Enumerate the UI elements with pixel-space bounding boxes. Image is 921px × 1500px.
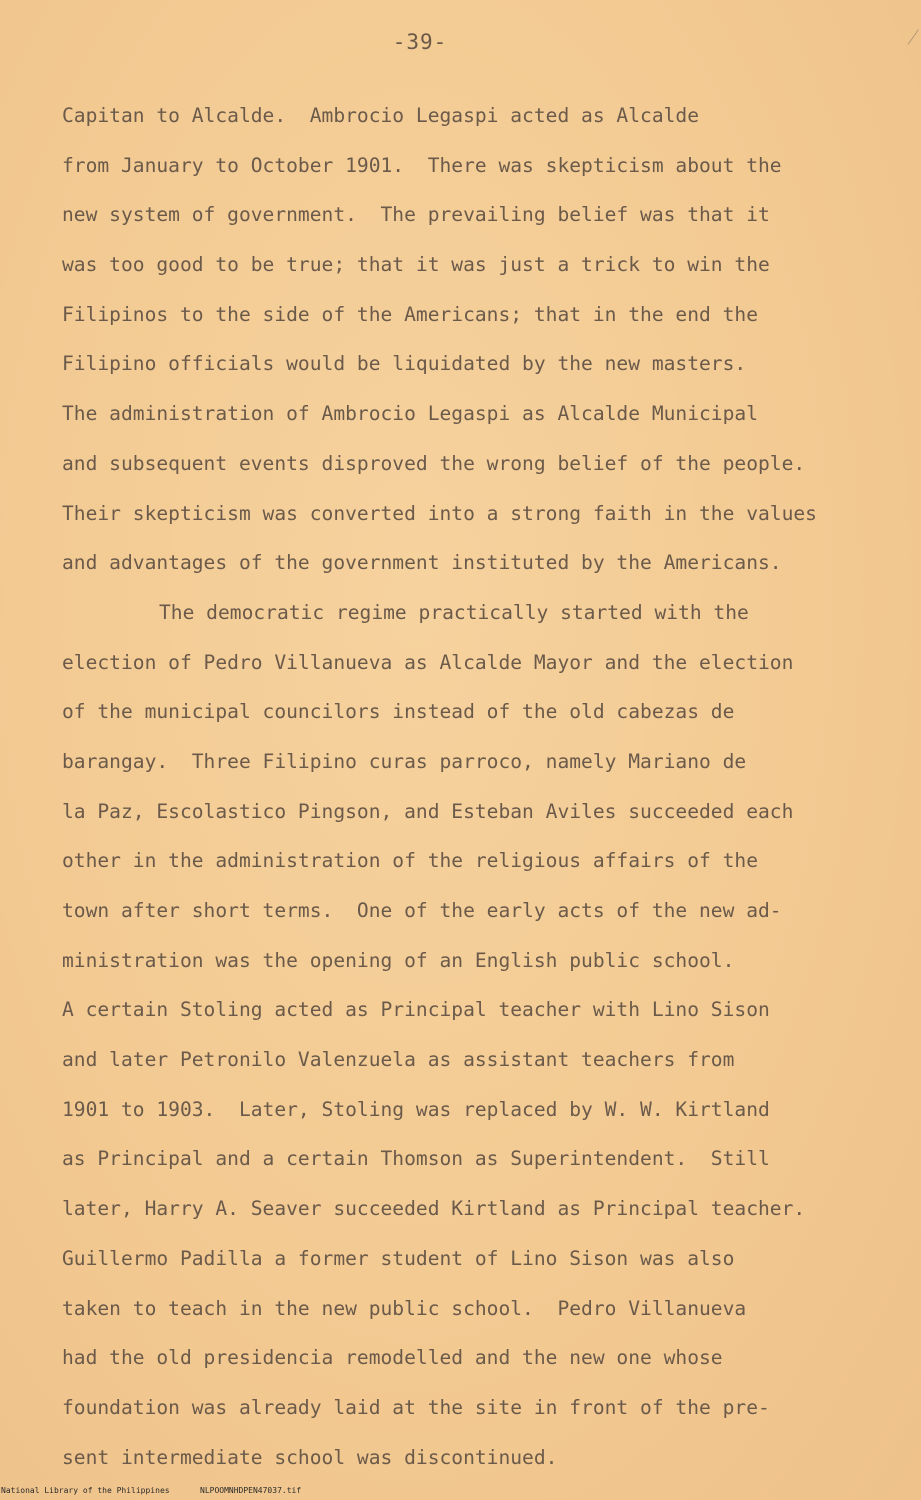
text-line: and advantages of the government instituted by the Americans. xyxy=(62,551,782,575)
corner-pencil-mark xyxy=(896,21,919,44)
text-line: taken to teach in the new public school. Pedro Villanueva xyxy=(62,1296,747,1320)
library-credit: National Library of the Philippines xyxy=(1,1486,170,1495)
text-line: of the municipal councilors instead of the old cabezas de xyxy=(62,700,735,724)
page-number: -39- xyxy=(392,30,448,54)
text-line: ministration was the opening of an English public school. xyxy=(62,948,735,972)
scan-filename: NLPOOMNHDPEN47037.tif xyxy=(200,1486,302,1495)
text-line: other in the administration of the religious affairs of the xyxy=(62,849,758,873)
text-line: barangay. Three Filipino curas parroco, namely Mariano de xyxy=(62,749,747,773)
text-line: Their skepticism was converted into a strong faith in the values xyxy=(62,501,817,525)
text-line: Guillermo Padilla a former student of Lino Sison was also xyxy=(62,1246,735,1270)
text-line: had the old presidencia remodelled and the new one whose xyxy=(62,1346,723,1370)
text-line: and later Petronilo Valenzuela as assistant teachers from xyxy=(62,1048,735,1072)
text-line: later, Harry A. Seaver succeeded Kirtland as Principal teacher. xyxy=(62,1197,806,1221)
text-line: election of Pedro Villanueva as Alcalde Mayor and the election xyxy=(62,650,794,674)
body-text xyxy=(62,99,892,1490)
paragraph-start-line: The democratic regime practically started with the xyxy=(159,600,749,624)
text-line: was too good to be true; that it was just a trick to win the xyxy=(62,253,770,277)
text-line: new system of government. The prevailing belief was that it xyxy=(62,203,770,227)
text-line: The administration of Ambrocio Legaspi as Alcalde Municipal xyxy=(62,402,758,426)
text-line: from January to October 1901. There was skepticism about the xyxy=(62,153,782,177)
text-line: foundation was already laid at the site in front of the pre- xyxy=(62,1395,770,1419)
text-line: Capitan to Alcalde. Ambrocio Legaspi acted as Alcalde xyxy=(62,104,700,127)
text-line: la Paz, Escolastico Pingson, and Esteban Aviles succeeded each xyxy=(62,799,794,823)
scan-footer xyxy=(0,1484,921,1500)
text-line: sent intermediate school was discontinued. xyxy=(62,1445,558,1469)
text-line: as Principal and a certain Thomson as Superintendent. Still xyxy=(62,1147,770,1171)
text-line: and subsequent events disproved the wrong belief of the people. xyxy=(62,451,806,475)
text-line: A certain Stoling acted as Principal teacher with Lino Sison xyxy=(62,998,770,1022)
text-line: town after short terms. One of the early acts of the new ad- xyxy=(62,899,782,922)
text-line: Filipino officials would be liquidated by the new masters. xyxy=(62,352,747,376)
text-line: 1901 to 1903. Later, Stoling was replaced by W. W. Kirtland xyxy=(62,1097,770,1121)
text-line: Filipinos to the side of the Americans; that in the end the xyxy=(62,302,758,326)
